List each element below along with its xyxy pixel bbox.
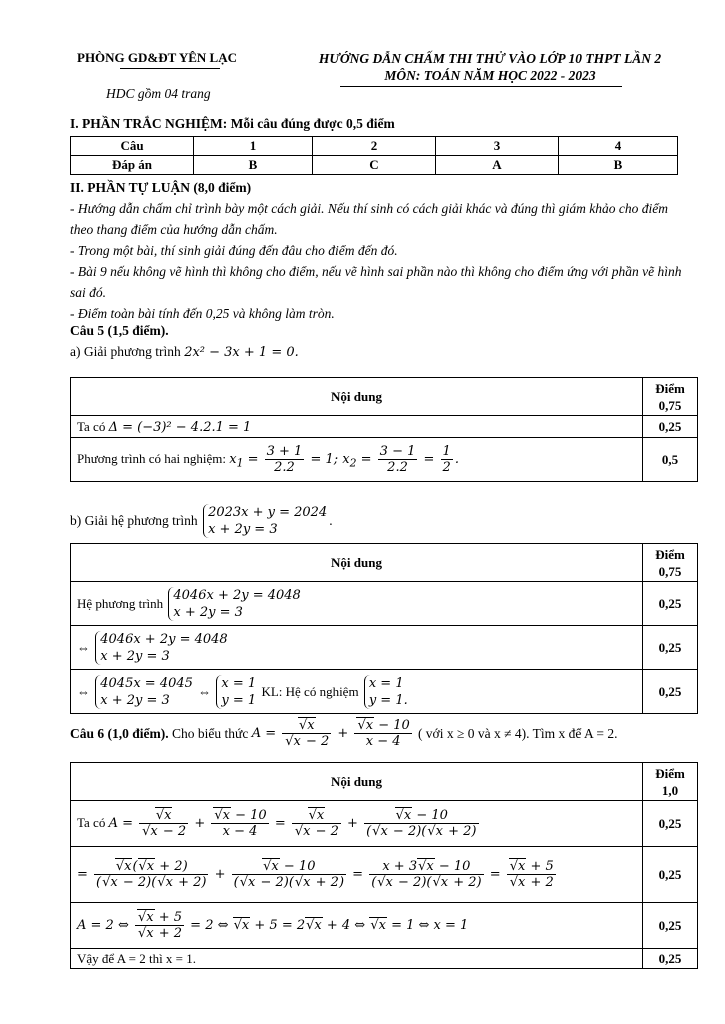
table-row [71, 438, 698, 482]
table-cell: Ta có A = $\frac{√x}{√x - 2}$ + $\frac{√x - 10}{x - 4}$ = $\frac{√x}{√x - 2}$ + $\frac{√x - 10}{(√x - 2)(√x + 2)}$ [71, 801, 643, 847]
score-cell: 0,25 [643, 903, 698, 949]
table-cell: 4 [558, 137, 677, 156]
q6-prompt: Câu 6 (1,0 điểm). Cho biểu thức A = $\frac{√x}{√x - 2}$ + $\frac{√x - 10}{x - 4}$ ( với x ≥ 0 và x ≠ 4). Tìm x để A = 2. [70, 718, 618, 749]
table-cell: C [313, 156, 436, 175]
table-row [71, 949, 698, 969]
note-item: - Bài 9 nếu không vẽ hình thì không cho điểm, nếu vẽ hình sai phần nào thì không cho điểm ứng với phần vẽ hình sai đó. [70, 264, 682, 300]
table-cell: A [435, 156, 558, 175]
table-cell: = $\frac{√x(√x + 2)}{(√x - 2)(√x + 2)}$ + $\frac{√x - 10}{(√x - 2)(√x + 2)}$ = $\frac{x + 3√x - 10}{(√x - 2)(√x + 2)}$ = $\frac{√x + 5}{√x + 2}$ [71, 847, 643, 903]
note-item: - Hướng dẫn chấm chỉ trình bày một cách giải. Nếu thí sinh có cách giải khác và đúng thì giám khảo cho điểm theo thang điểm của hướng dẫn chấm. [70, 201, 668, 237]
table-cell: 1 [194, 137, 313, 156]
table-cell: Hệ phương trình 4046x + 2y = 4048 x + 2y = 3 [71, 582, 643, 626]
table-row [71, 416, 698, 438]
table-row [71, 763, 698, 801]
score-cell: 0,25 [643, 949, 698, 969]
document-title: HƯỚNG DẪN CHẤM THI THỬ VÀO LỚP 10 THPT LẦN 2 MÔN: TOÁN NĂM HỌC 2022 - 2023 [318, 51, 662, 83]
note-item: - Điểm toàn bài tính đến 0,25 và không làm tròn. [70, 306, 335, 321]
score-cell: 0,5 [643, 438, 698, 482]
table-row [71, 626, 698, 670]
table-row [71, 544, 698, 582]
table-cell: Ta có Δ = (−3)² − 4.2.1 = 1 [71, 416, 643, 438]
q5-title: Câu 5 (1,5 điểm). [70, 323, 169, 338]
table-cell: A = 2 ⇔ $\frac{√x + 5}{√x + 2}$ = 2 ⇔ √x + 5 = 2√x + 4 ⇔ √x = 1 ⇔ x = 1 [71, 903, 643, 949]
score-cell: 0,25 [643, 847, 698, 903]
score-header: Điểm 1,0 [643, 763, 698, 801]
equation-system: 2023x + y = 2024 x + 2y = 3 [203, 504, 327, 538]
q5b-table [70, 543, 698, 714]
table-cell: Phương trình có hai nghiệm: $x_1$ = $\frac{3 + 1}{2.2}$ = 1; $x_2$ = $\frac{3 - 1}{2.2}$ = $\frac{1}{2}$ . [71, 438, 643, 482]
table-cell: ⇔ 4045x = 4045 x + 2y = 3 ⇔ x = 1 y = 1 KL: Hệ có nghiệm x = 1 y = 1. [71, 670, 643, 714]
table-cell: 3 [435, 137, 558, 156]
score-cell: 0,25 [643, 582, 698, 626]
divider [120, 68, 220, 69]
note-item: - Trong một bài, thí sinh giải đúng đến đâu cho điểm đến đó. [70, 243, 398, 258]
table-row [71, 903, 698, 949]
table-row [71, 156, 678, 175]
q5b-prompt: b) Giải hệ phương trình 2023x + y = 2024 x + 2y = 3 . [70, 505, 333, 537]
table-cell: Câu [71, 137, 194, 156]
score-header: Điểm 0,75 [643, 378, 698, 416]
q5a-table [70, 377, 698, 482]
pages-note: HDC gồm 04 trang [106, 86, 211, 101]
table-row [71, 847, 698, 903]
part2-heading: II. PHẦN TỰ LUẬN (8,0 điểm) [70, 180, 252, 195]
table-row [71, 137, 678, 156]
score-cell: 0,25 [643, 416, 698, 438]
table-row [71, 801, 698, 847]
grading-notes [70, 198, 685, 324]
content-header: Nội dung [71, 763, 643, 801]
table-row [71, 670, 698, 714]
divider [340, 86, 622, 87]
equation: 2x² − 3x + 1 = 0. [184, 345, 299, 360]
table-cell: Đáp án [71, 156, 194, 175]
table-cell: B [194, 156, 313, 175]
table-cell: Vậy để A = 2 thì x = 1. [71, 949, 643, 969]
department-name: PHÒNG GD&ĐT YÊN LẠC [77, 50, 237, 65]
score-cell: 0,25 [643, 626, 698, 670]
content-header: Nội dung [71, 378, 643, 416]
q6-table [70, 762, 698, 969]
table-cell: ⇔ 4046x + 2y = 4048 x + 2y = 3 [71, 626, 643, 670]
table-row [71, 582, 698, 626]
score-cell: 0,25 [643, 670, 698, 714]
answer-key-table [70, 136, 678, 175]
q5a-prompt: a) Giải phương trình 2x² − 3x + 1 = 0. [70, 344, 299, 360]
table-row [71, 378, 698, 416]
table-cell: B [558, 156, 677, 175]
score-cell: 0,25 [643, 801, 698, 847]
table-cell: 2 [313, 137, 436, 156]
content-header: Nội dung [71, 544, 643, 582]
part1-heading: I. PHẦN TRẮC NGHIỆM: Mỗi câu đúng được 0,5 điểm [70, 116, 395, 131]
score-header: Điểm 0,75 [643, 544, 698, 582]
